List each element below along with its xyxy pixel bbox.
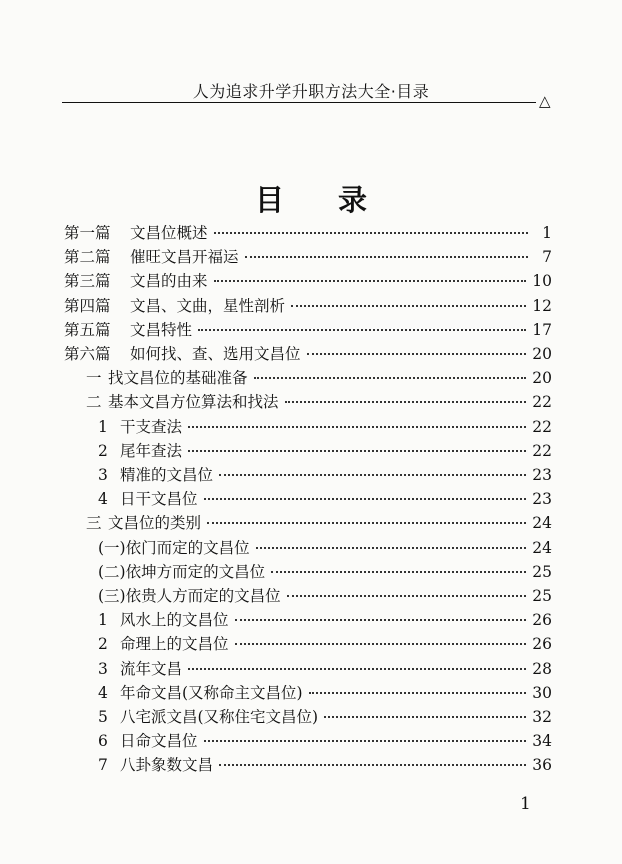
dot-leader: [291, 305, 526, 307]
toc-entry-label: 基本文昌方位算法和找法: [108, 393, 279, 412]
toc-entry-number: 2: [98, 635, 108, 654]
dot-leader: [235, 643, 527, 645]
toc-entry: [64, 318, 552, 342]
dot-leader: [188, 450, 526, 452]
dot-leader: [271, 571, 526, 573]
toc-entry: [98, 584, 552, 608]
toc-entry-label: 文昌、文曲，星性剖析: [130, 296, 286, 315]
toc-entry-label: 文昌位概述: [130, 224, 208, 242]
toc-entry-label: 流年文昌: [120, 659, 183, 678]
dot-leader: [307, 353, 527, 355]
toc-entry-label: 如何找、查、选用文昌位: [130, 345, 301, 363]
toc-entry-page: 1: [542, 224, 552, 242]
dot-leader: [309, 692, 527, 694]
toc-entry-number: 第三篇: [64, 272, 111, 291]
toc-entry-label: 八宅派文昌(又称住宅文昌位): [120, 708, 319, 726]
toc-entry-label: 精准的文昌位: [120, 466, 214, 484]
toc-entry: [64, 221, 552, 245]
toc-entry-page: 7: [542, 248, 552, 267]
dot-leader: [219, 474, 526, 476]
dot-leader: [214, 280, 527, 282]
dot-leader: [188, 426, 526, 428]
toc-entry-number: 2: [98, 441, 108, 460]
toc-entry-page: 25: [532, 562, 552, 581]
toc-entry-number: 第五篇: [64, 320, 111, 339]
toc-entry-number: 3: [98, 659, 108, 678]
toc-entry-page: 34: [532, 732, 552, 751]
page-number: 1: [520, 794, 531, 814]
toc-entry-label: 年命文昌(又称命主文昌位): [120, 683, 303, 702]
toc-entry: [98, 729, 552, 753]
toc-entry-number: 第二篇: [64, 248, 111, 267]
dot-leader: [204, 498, 527, 500]
toc-entry-label: 命理上的文昌位: [120, 635, 229, 654]
toc-entry-page: 26: [532, 635, 552, 654]
toc-entry-number: 一: [86, 369, 102, 388]
header-rule: [62, 102, 536, 103]
toc-entry-label: 文昌特性: [130, 320, 193, 339]
toc-entry-number: 第四篇: [64, 296, 111, 315]
toc-entry-number: 第一篇: [64, 224, 111, 242]
toc-entry-page: 23: [532, 466, 552, 484]
toc-entry: [98, 487, 552, 511]
toc-entry-number: 4: [98, 490, 108, 509]
triangle-icon: △: [539, 92, 551, 110]
toc-entry: [86, 366, 552, 390]
toc-entry: [64, 269, 552, 293]
toc-entry-page: 20: [532, 345, 552, 363]
toc-entry: [98, 657, 552, 681]
toc-entry-number: 第六篇: [64, 345, 111, 363]
toc-entry-number: 1: [98, 417, 108, 436]
toc-entry-number: 1: [98, 611, 108, 630]
dot-leader: [324, 716, 526, 718]
toc-entry-number: 3: [98, 466, 108, 484]
toc-entry-label: (一)依门而定的文昌位: [98, 538, 250, 557]
dot-leader: [188, 668, 526, 670]
toc-entry-label: 日干文昌位: [120, 490, 198, 509]
toc-entry-label: 八卦象数文昌: [120, 756, 214, 775]
toc-entry-label: 干支查法: [120, 417, 183, 436]
toc-entry-page: 22: [532, 441, 552, 460]
toc-entry: [98, 608, 552, 632]
toc-entry: [86, 511, 552, 535]
toc-entry-page: 24: [532, 538, 552, 557]
dot-leader: [256, 547, 527, 549]
toc-entry-label: 找文昌位的基础准备: [108, 369, 248, 388]
toc-entry-label: 文昌的由来: [130, 272, 208, 291]
toc-entry-number: 5: [98, 708, 108, 726]
toc-entry-label: (三)依贵人方而定的文昌位: [98, 587, 281, 605]
toc-entry-page: 20: [532, 369, 552, 388]
toc-entry-page: 10: [532, 272, 552, 291]
toc-entry-label: 风水上的文昌位: [120, 611, 229, 630]
dot-leader: [245, 256, 528, 258]
toc-entry: [64, 294, 552, 318]
toc-entry-number: 三: [86, 514, 102, 533]
toc-entry-page: 24: [532, 514, 552, 533]
toc-entry-number: 二: [86, 393, 102, 412]
toc-entry-number: 6: [98, 732, 108, 751]
toc-entry-label: (二)依坤方而定的文昌位: [98, 562, 266, 581]
running-header: 人为追求升学升职方法大全·目录: [192, 82, 430, 101]
toc-entry: [98, 536, 552, 560]
toc-entry-number: 4: [98, 683, 108, 702]
toc-entry: [98, 560, 552, 584]
toc-entry-page: 28: [532, 659, 552, 678]
dot-leader: [285, 401, 527, 403]
toc-entry: [98, 439, 552, 463]
toc-entry-page: 36: [532, 756, 552, 775]
page-title: 目录: [254, 183, 421, 217]
dot-leader: [287, 595, 527, 597]
toc-entry: [98, 463, 552, 487]
dot-leader: [214, 232, 528, 234]
toc-entry-page: 12: [532, 296, 552, 315]
toc-entry-number: 7: [98, 756, 108, 775]
toc-entry: [64, 342, 552, 366]
toc-entry-page: 17: [532, 320, 552, 339]
toc-entry-page: 26: [532, 611, 552, 630]
toc-entry: [86, 390, 552, 414]
toc-entry-page: 22: [532, 393, 552, 412]
toc-entry: [64, 245, 552, 269]
toc-entry: [98, 632, 552, 656]
dot-leader: [204, 740, 527, 742]
toc-entry-page: 25: [532, 587, 552, 605]
dot-leader: [235, 619, 527, 621]
dot-leader: [219, 764, 526, 766]
toc-entry: [98, 705, 552, 729]
toc-entry-label: 尾年查法: [120, 441, 183, 460]
dot-leader: [198, 329, 526, 331]
toc-entry-page: 22: [532, 417, 552, 436]
toc-entry: [98, 681, 552, 705]
toc-entry-label: 催旺文昌开福运: [130, 248, 239, 267]
toc-entry-page: 30: [532, 683, 552, 702]
dot-leader: [254, 377, 527, 379]
toc-entry-page: 32: [532, 708, 552, 726]
toc-entry-label: 文昌位的类别: [108, 514, 202, 533]
toc-entry: [98, 753, 552, 777]
toc-entry-label: 日命文昌位: [120, 732, 198, 751]
toc-entry: [98, 415, 552, 439]
toc-entry-page: 23: [532, 490, 552, 509]
dot-leader: [207, 522, 526, 524]
